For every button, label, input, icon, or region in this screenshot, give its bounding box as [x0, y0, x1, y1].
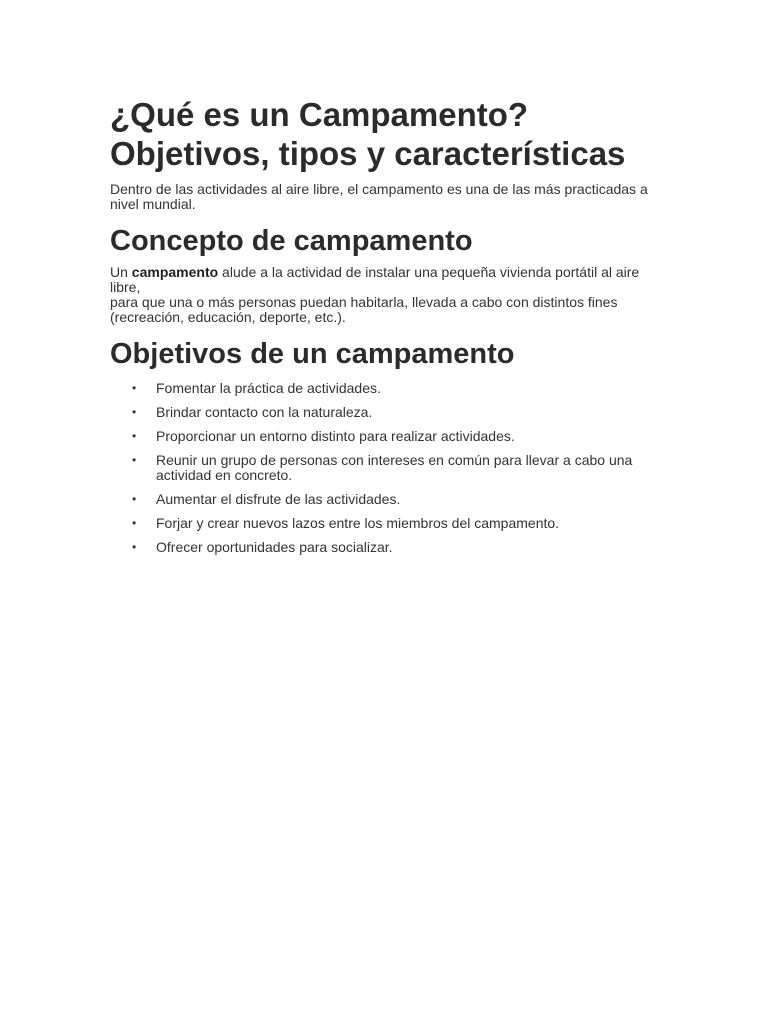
bullet-icon: •: [132, 381, 137, 395]
page-title-line-2: Objetivos, tipos y características: [110, 135, 626, 172]
list-item: [110, 381, 670, 396]
concept-line-3: (recreación, educación, deporte, etc.).: [110, 309, 346, 325]
list-item-text-line-2: actividad en concreto.: [156, 467, 293, 483]
intro-paragraph: [110, 182, 670, 212]
bullet-icon: •: [132, 540, 137, 554]
bullet-icon: •: [132, 492, 137, 506]
bullet-icon: •: [132, 429, 137, 443]
page-title: [110, 95, 670, 173]
objectives-heading: Objetivos de un campamento: [110, 338, 515, 370]
list-item-text-line-1: Reunir un grupo de personas con intereses en común para llevar a cabo una: [156, 452, 633, 468]
concept-line-1-rest: alude a la actividad de instalar una pequeña vivienda portátil al aire libre,: [110, 264, 640, 295]
concept-prefix: Un: [110, 264, 132, 280]
concept-term: campamento: [131, 264, 219, 280]
concept-line-1: [110, 265, 670, 295]
concept-line-2: para que una o más personas puedan habitarla, llevada a cabo con distintos fines: [110, 294, 618, 310]
list-item-text: Aumentar el disfrute de las actividades.: [156, 491, 401, 507]
bullet-icon: •: [132, 516, 137, 530]
list-item: [110, 429, 670, 444]
list-item: [110, 405, 670, 420]
intro-line-2: nivel mundial.: [110, 196, 196, 212]
list-item: [110, 540, 670, 555]
document-page: [110, 95, 670, 564]
concept-paragraph: [110, 265, 670, 325]
list-item-text: Proporcionar un entorno distinto para realizar actividades.: [156, 428, 515, 444]
bullet-icon: •: [132, 453, 137, 467]
page-title-line-1: ¿Qué es un Campamento?: [110, 96, 529, 133]
list-item: [110, 492, 670, 507]
bullet-icon: •: [132, 405, 137, 419]
list-item-text: Forjar y crear nuevos lazos entre los miembros del campamento.: [156, 515, 560, 531]
objectives-list: [110, 381, 670, 555]
list-item-text: Brindar contacto con la naturaleza.: [156, 404, 373, 420]
list-item: [110, 516, 670, 531]
list-item-text: Ofrecer oportunidades para socializar.: [156, 539, 393, 555]
concept-heading: Concepto de campamento: [110, 225, 473, 257]
intro-line-1: Dentro de las actividades al aire libre, el campamento es una de las más practicadas a: [110, 181, 648, 197]
list-item: [110, 453, 670, 483]
list-item-text: Fomentar la práctica de actividades.: [156, 380, 381, 396]
